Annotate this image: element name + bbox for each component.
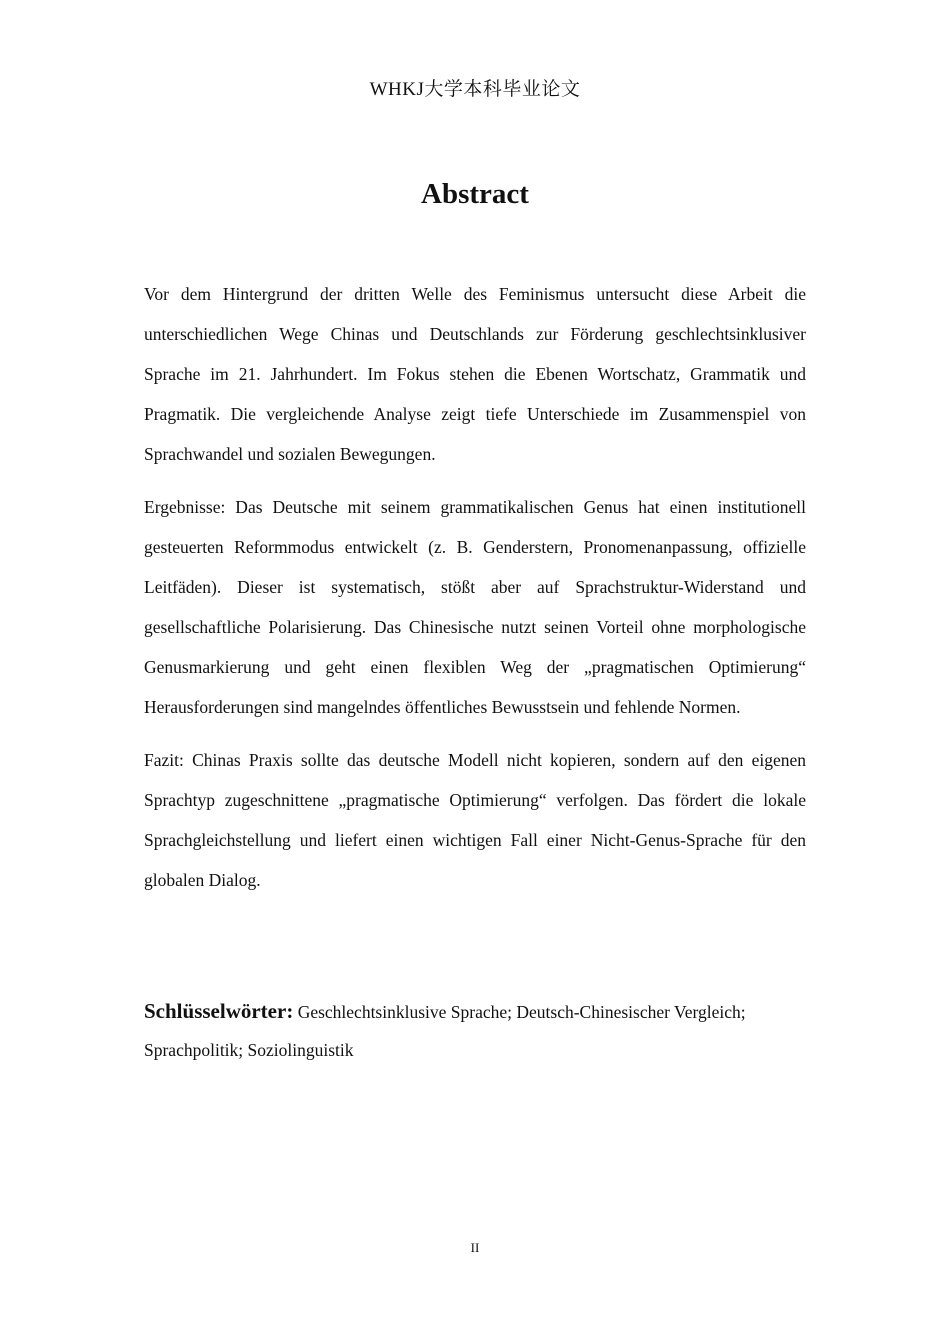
keywords-text: Geschlechtsinklusive Sprache; Deutsch-Chinesischer Vergleich; Sprachpolitik; Soziolinguistik <box>144 1002 746 1060</box>
abstract-paragraph-conclusion: Fazit: Chinas Praxis sollte das deutsche Modell nicht kopieren, sondern auf den eigenen Sprachtyp zugeschnittene „pragmatische Optimierung“ verfolgen. Das fördert die lokale Sprachgleichstellung und liefert einen wichtigen Fall einer Nicht-Genus-Sprache für den globalen Dialog. <box>144 750 806 890</box>
keywords-line <box>144 992 806 1069</box>
abstract-paragraph-results: Ergebnisse: Das Deutsche mit seinem grammatikalischen Genus hat einen institutionell gesteuerten Reformmodus entwickelt (z. B. Genderstern, Pronomenanpassung, offizielle Leitfäden). Dieser ist systematisch, stößt aber auf Sprachstruktur-Widerstand und gesellschaftliche Polarisierung. Das Chinesische nutzt seinen Vorteil ohne morphologische Genusmarkierung und geht einen flexiblen Weg der „pragmatischen Optimierung“ Herausforderungen sind mangelndes öffentliches Bewusstsein und fehlende Normen. <box>144 497 806 717</box>
abstract-body <box>144 274 806 913</box>
abstract-paragraph-intro: Vor dem Hintergrund der dritten Welle des Feminismus untersucht diese Arbeit die unterschiedlichen Wege Chinas und Deutschlands zur Förderung geschlechtsinklusiver Sprache im 21. Jahrhundert. Im Fokus stehen die Ebenen Wortschatz, Grammatik und Pragmatik. Die vergleichende Analyse zeigt tiefe Unterschiede im Zusammenspiel von Sprachwandel und sozialen Bewegungen. <box>144 284 806 464</box>
keywords-label: Schlüsselwörter: <box>144 999 294 1023</box>
abstract-title: Abstract <box>421 178 529 210</box>
running-header: WHKJ大学本科毕业论文 <box>369 79 581 100</box>
page-number: II <box>470 1240 480 1255</box>
